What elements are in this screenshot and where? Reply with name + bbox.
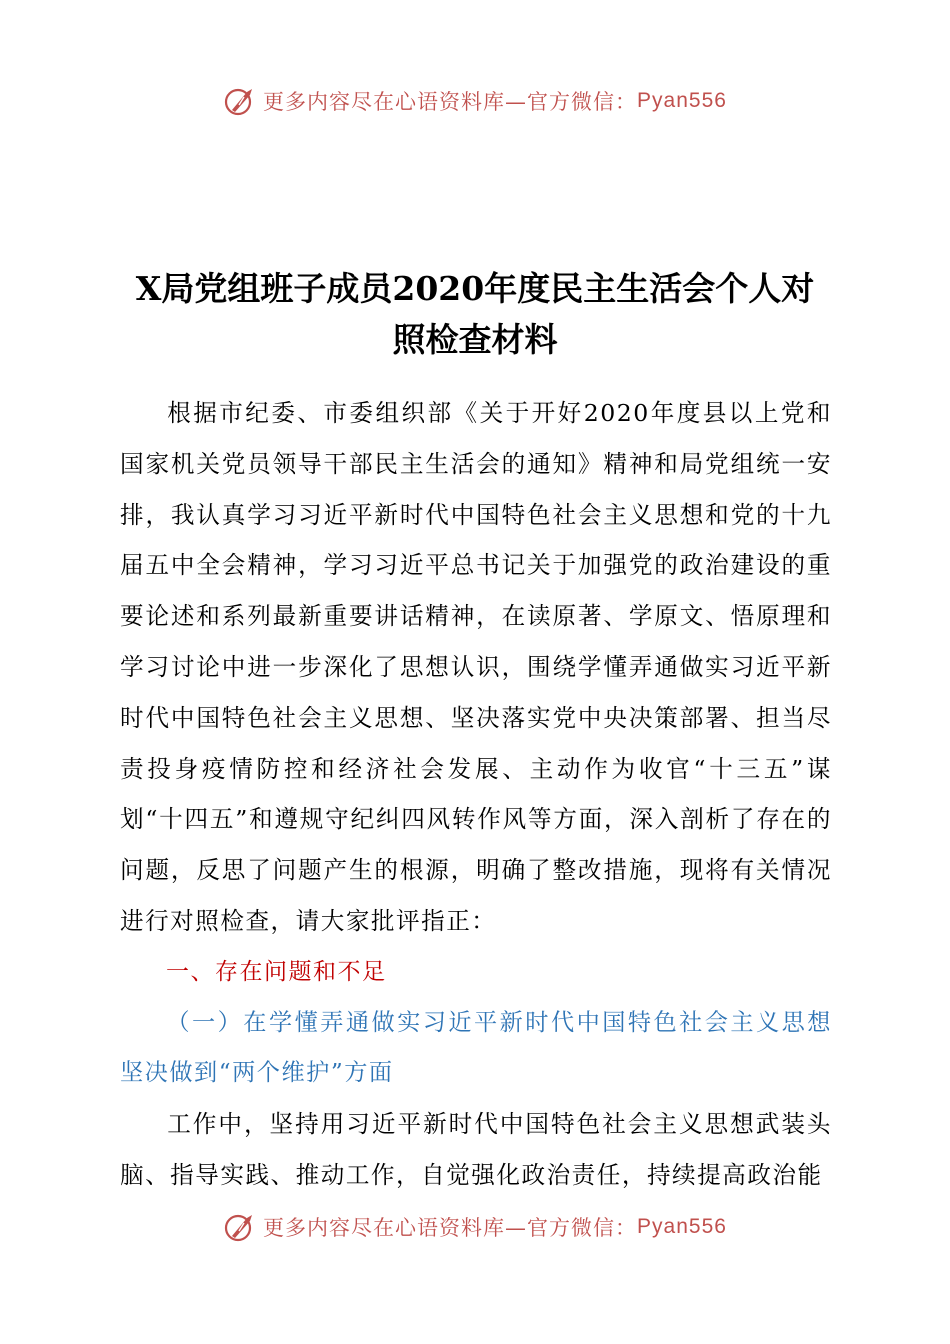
pen-logo-icon	[223, 84, 257, 118]
wechat-id: Pyan556	[637, 89, 727, 112]
banner-text: 更多内容尽在心语资料库—官方微信：	[263, 90, 638, 114]
title-line-1: X局党组班子成员2020年度民主生活会个人对	[135, 269, 815, 308]
banner-text: 更多内容尽在心语资料库—官方微信：	[263, 1216, 638, 1240]
subsection-paragraph-1: 工作中，坚持用习近平新时代中国特色社会主义思想武装头脑、指导实践、推动工作，自觉强化政治责任，持续提高政治能	[120, 1110, 832, 1189]
section-heading-1: 一、存在问题和不足	[166, 958, 387, 985]
document-body	[120, 388, 832, 1201]
header-banner	[0, 84, 950, 118]
footer-banner	[0, 1210, 950, 1244]
subsection-heading-1: （一）在学懂弄通做实习近平新时代中国特色社会主义思想坚决做到“两个维护”方面	[120, 1008, 832, 1087]
document-title	[100, 263, 850, 365]
wechat-id: Pyan556	[637, 1215, 727, 1238]
title-line-2: 照检查材料	[392, 320, 558, 359]
intro-paragraph: 根据市纪委、市委组织部《关于开好2020年度县以上党和国家机关党员领导干部民主生活会的通知》精神和局党组统一安排，我认真学习习近平新时代中国特色社会主义思想和党的十九届五中全会精神，学习习近平总书记关于加强党的政治建设的重要论述和系列最新重要讲话精神，在读原著、学原文、悟原理和学习讨论中进一步深化了思想认识，围绕学懂弄通做实习近平新时代中国特色社会主义思想、坚决落实党中央决策部署、担当尽责投身疫情防控和经济社会发展、主动作为收官“十三五”谋划“十四五”和遵规守纪纠四风转作风等方面，深入剖析了存在的问题，反思了问题产生的根源，明确了整改措施，现将有关情况进行对照检查，请大家批评指正：	[120, 399, 832, 935]
pen-logo-icon	[223, 1210, 257, 1244]
